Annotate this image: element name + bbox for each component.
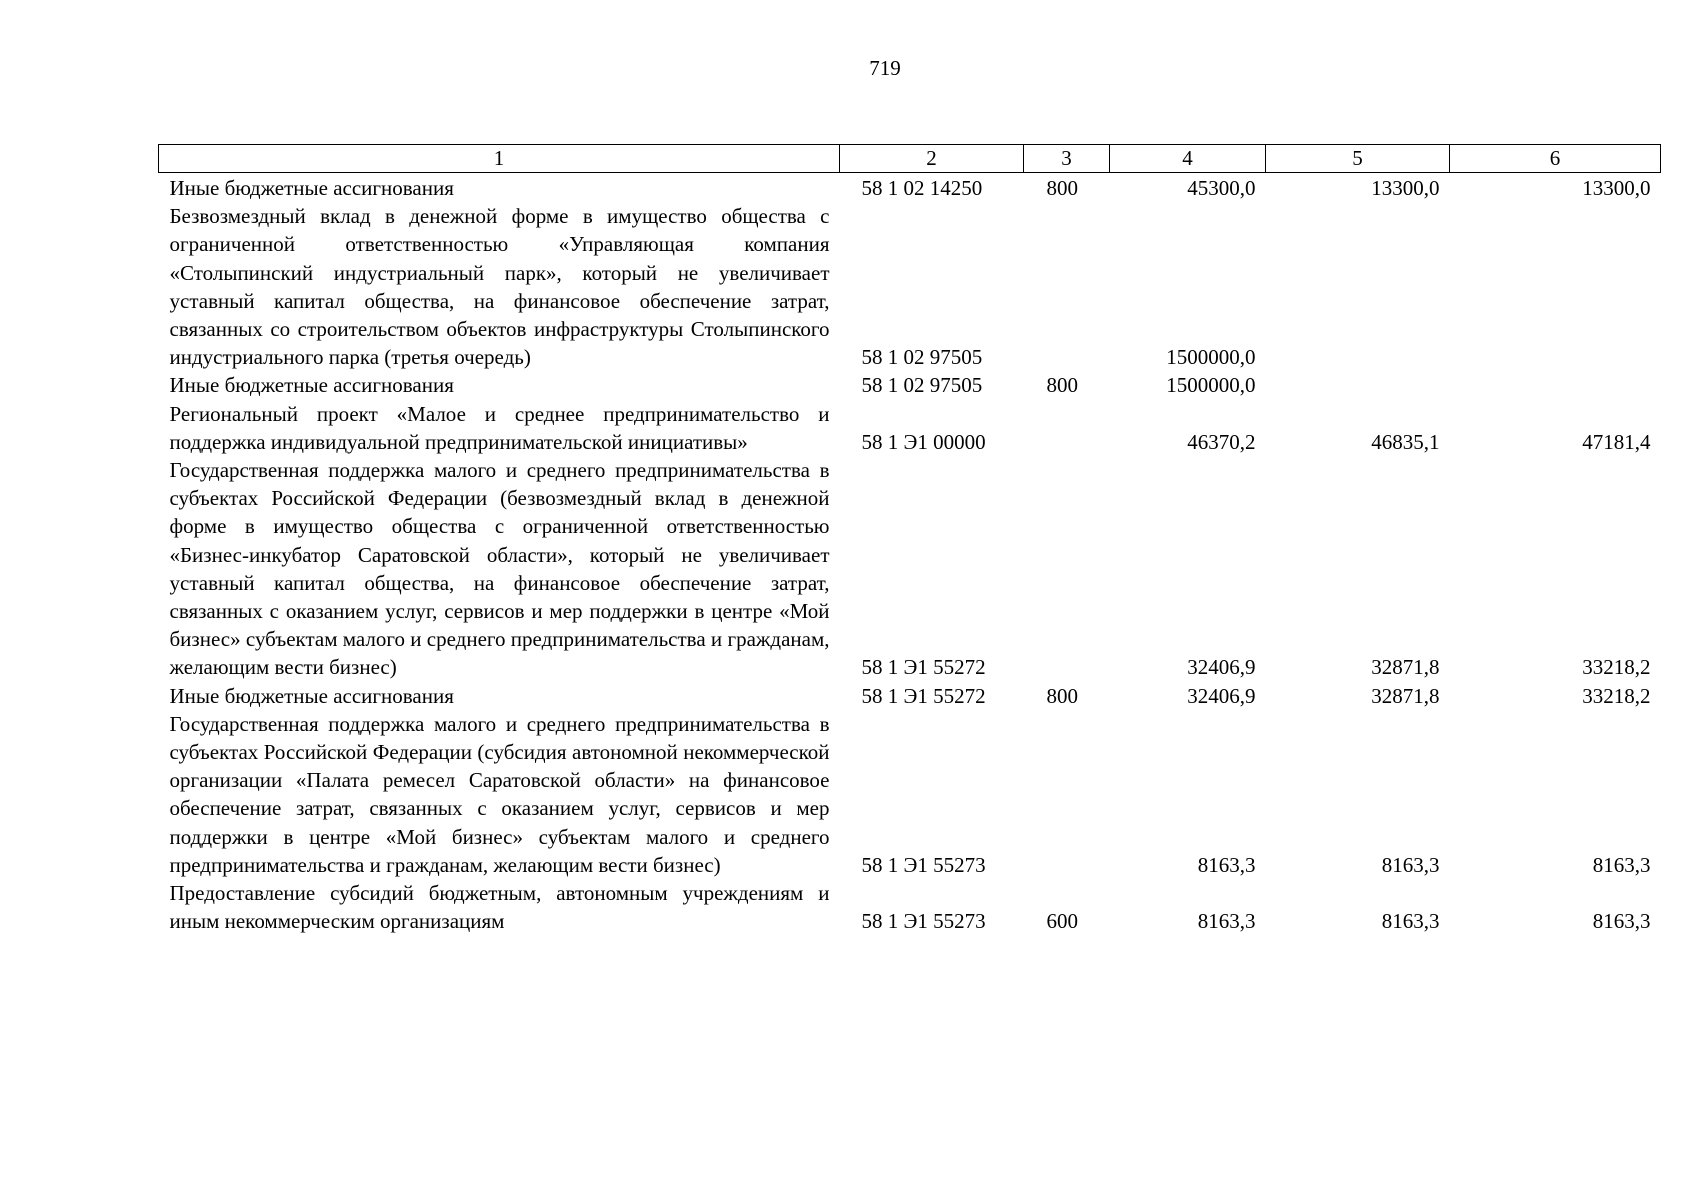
- row-expense-type: [1024, 400, 1110, 456]
- budget-table: [158, 144, 1661, 935]
- column-header: 4: [1110, 145, 1266, 173]
- row-amount-year3: 8163,3: [1592, 909, 1651, 934]
- table-row: [159, 710, 1661, 879]
- row-expense-type: [1024, 710, 1110, 879]
- row-amount-year1: 32406,9: [1187, 655, 1256, 680]
- row-amount-year2: 32871,8: [1371, 683, 1440, 708]
- row-description: Безвозмездный вклад в денежной форме в имущество общества с ограниченной ответственностью «Управляющая компания «Столыпинский индустриальный парк», который не увеличивает уставный капитал общества, на финансовое обеспечение затрат, связанных со строительством объектов инфраструктуры Столыпинского индустриального парка (третья очередь): [169, 204, 830, 370]
- row-amount-year3: 13300,0: [1582, 176, 1651, 200]
- row-amount-year2: [1266, 371, 1450, 399]
- row-amount-year2: 13300,0: [1371, 176, 1440, 200]
- row-amount-year3: 47181,4: [1582, 429, 1651, 454]
- row-amount-year3: 33218,2: [1582, 683, 1651, 708]
- column-header: 6: [1450, 145, 1661, 173]
- row-description: Региональный проект «Малое и среднее предпринимательство и поддержка индивидуальной предпринимательской инициативы»: [169, 401, 830, 454]
- row-target-code: 58 1 Э1 55272: [861, 655, 986, 680]
- row-target-code: 58 1 Э1 55273: [861, 909, 986, 934]
- row-expense-type: 800: [1046, 683, 1078, 708]
- row-amount-year1: 32406,9: [1187, 683, 1256, 708]
- column-header: 3: [1024, 145, 1110, 173]
- row-description: Иные бюджетные ассигнования: [169, 176, 454, 200]
- table-row: [159, 879, 1661, 935]
- table-row: [159, 173, 1661, 203]
- row-expense-type: 600: [1046, 909, 1078, 934]
- row-target-code: 58 1 Э1 55272: [861, 683, 986, 708]
- row-target-code: 58 1 Э1 55273: [861, 852, 986, 877]
- row-expense-type: [1024, 456, 1110, 682]
- row-amount-year2: 46835,1: [1371, 429, 1440, 454]
- row-expense-type: 800: [1046, 176, 1078, 200]
- row-expense-type: [1024, 202, 1110, 371]
- row-amount-year2: 8163,3: [1381, 852, 1440, 877]
- header-row: [159, 145, 1661, 173]
- table-row: [159, 682, 1661, 710]
- column-header: 2: [840, 145, 1024, 173]
- row-description: Иные бюджетные ассигнования: [169, 683, 454, 708]
- table-row: [159, 456, 1661, 682]
- column-header: 1: [159, 145, 840, 173]
- row-amount-year2: 8163,3: [1381, 909, 1440, 934]
- page-number: 719: [869, 56, 901, 80]
- table-row: [159, 202, 1661, 371]
- row-target-code: 58 1 02 97505: [861, 373, 983, 398]
- row-amount-year1: 45300,0: [1187, 176, 1256, 200]
- row-amount-year2: 32871,8: [1371, 655, 1440, 680]
- row-target-code: 58 1 02 97505: [861, 345, 983, 370]
- row-amount-year3: [1450, 371, 1661, 399]
- table-row: [159, 400, 1661, 456]
- row-target-code: 58 1 02 14250: [861, 176, 983, 200]
- row-description: Иные бюджетные ассигнования: [169, 373, 454, 398]
- row-amount-year3: 33218,2: [1582, 655, 1651, 680]
- row-amount-year2: [1266, 202, 1450, 371]
- row-amount-year1: 8163,3: [1197, 909, 1256, 934]
- table-body: [159, 173, 1661, 936]
- column-header: 5: [1266, 145, 1450, 173]
- row-amount-year1: 1500000,0: [1166, 373, 1256, 398]
- row-description: Государственная поддержка малого и среднего предпринимательства в субъектах Российской Федерации (субсидия автономной некоммерческой организации «Палата ремесел Саратовской области» на финансовое обеспечение затрат, связанных с оказанием услуг, сервисов и мер поддержки в центре «Мой бизнес» субъектам малого и среднего предпринимательства и гражданам, желающим вести бизнес): [169, 711, 830, 877]
- row-expense-type: 800: [1046, 373, 1078, 398]
- row-target-code: 58 1 Э1 00000: [861, 429, 986, 454]
- row-amount-year1: 46370,2: [1187, 429, 1256, 454]
- table-header: [159, 145, 1661, 173]
- table-row: [159, 371, 1661, 399]
- row-amount-year3: [1450, 202, 1661, 371]
- row-amount-year1: 8163,3: [1197, 852, 1256, 877]
- row-description: Государственная поддержка малого и среднего предпринимательства в субъектах Российской Федерации (безвозмездный вклад в денежной форме в имущество общества с ограниченной ответственностью «Бизнес-инкубатор Саратовской области», который не увеличивает уставный капитал общества, на финансовое обеспечение затрат, связанных с оказанием услуг, сервисов и мер поддержки в центре «Мой бизнес» субъектам малого и среднего предпринимательства и гражданам, желающим вести бизнес): [169, 458, 830, 680]
- row-amount-year1: 1500000,0: [1166, 345, 1256, 370]
- row-amount-year3: 8163,3: [1592, 852, 1651, 877]
- row-description: Предоставление субсидий бюджетным, автономным учреждениям и иным некоммерческим организациям: [169, 881, 830, 934]
